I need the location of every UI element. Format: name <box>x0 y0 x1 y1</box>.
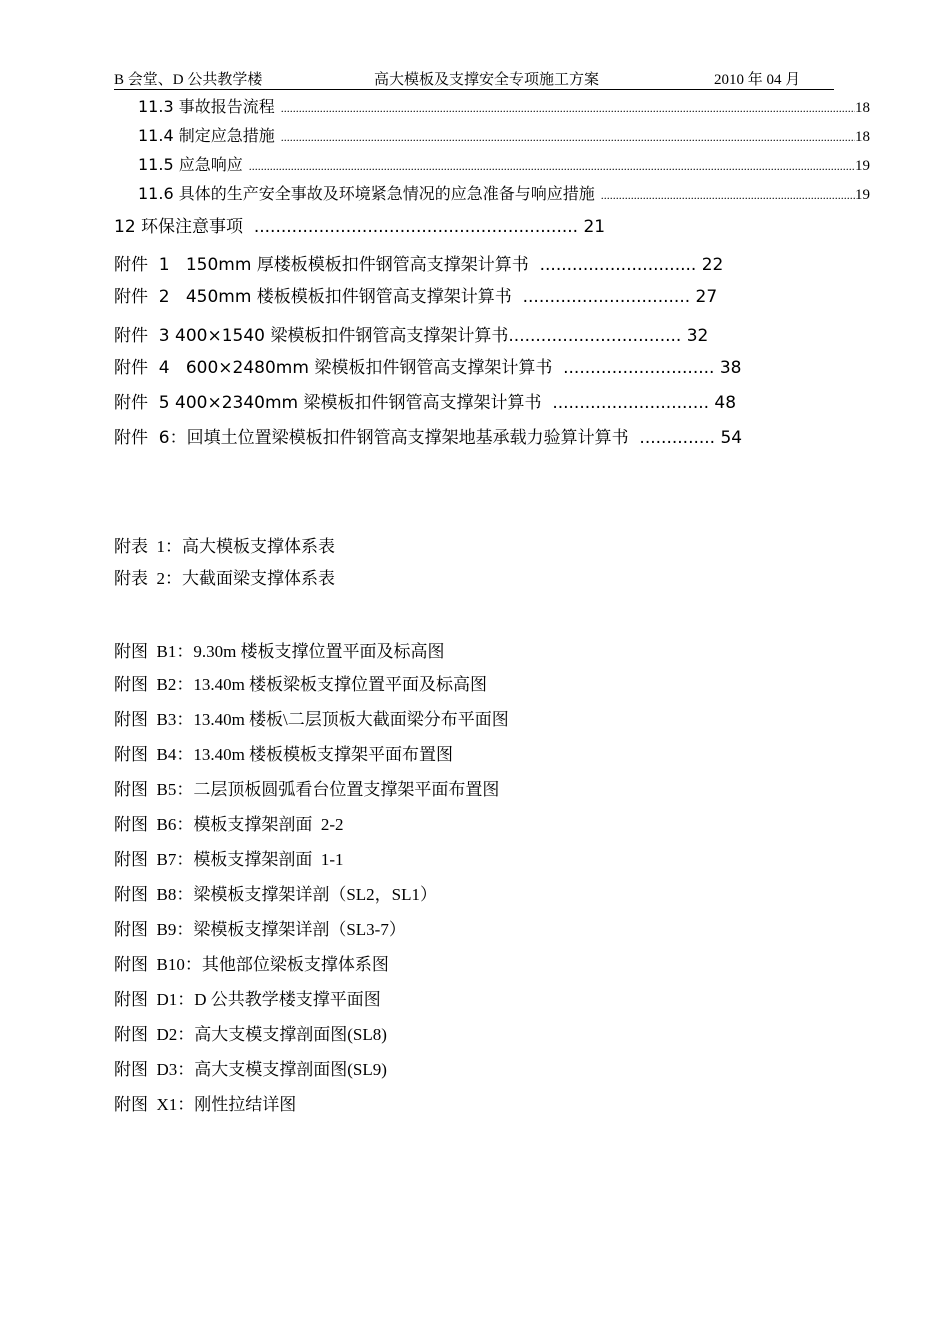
toc-entry-text: 附件 6：回填土位置梁模板扣件钢管高支撑架地基承载力验算计算书 .............. 54 <box>114 428 743 448</box>
toc-entry[interactable] <box>138 94 870 118</box>
header-project: B 会堂、D 公共教学楼 <box>114 72 263 88</box>
toc-dot-leader <box>249 159 855 174</box>
toc-entry-page: 18 <box>855 100 870 116</box>
appendix-figure-item: 附图 B1：9.30m 楼板支撑位置平面及标高图 <box>114 642 445 661</box>
toc-entry-text: 附件 5 400×2340mm 梁模板扣件钢管高支撑架计算书 ............................. 48 <box>114 393 737 413</box>
toc-entry-page: 18 <box>855 129 870 145</box>
appendix-figure-item: 附图 B8：梁模板支撑架详剖（SL2，SL1） <box>114 885 438 904</box>
toc-entry[interactable] <box>114 212 605 236</box>
appendix-figure-item: 附图 B5：二层顶板圆弧看台位置支撑架平面布置图 <box>114 780 500 799</box>
toc-entry-title: 11.3 事故报告流程 <box>138 97 275 116</box>
toc-entry[interactable] <box>114 388 736 412</box>
toc-entry-title: 11.6 具体的生产安全事故及环境紧急情况的应急准备与响应措施 <box>138 184 595 203</box>
appendix-table-item: 附表 1：高大模板支撑体系表 <box>114 537 335 556</box>
appendix-figure-item: 附图 X1：刚性拉结详图 <box>114 1095 297 1114</box>
header-document-title: 高大模板及支撑安全专项施工方案 <box>374 72 600 88</box>
appendix-figure-item: 附图 B2：13.40m 楼板梁板支撑位置平面及标高图 <box>114 675 488 694</box>
toc-entry[interactable] <box>114 321 708 345</box>
appendix-figure-item: 附图 B9：梁模板支撑架详剖（SL3-7） <box>114 920 406 939</box>
toc-entry[interactable] <box>138 181 870 205</box>
appendix-figure-item: 附图 B7：模板支撑架剖面 1-1 <box>114 850 344 869</box>
appendix-figure-item: 附图 B3：13.40m 楼板\二层顶板大截面梁分布平面图 <box>114 710 509 729</box>
toc-entry-text: 附件 3 400×1540 梁模板扣件钢管高支撑架计算书................................ 32 <box>114 326 709 346</box>
toc-entry-text: 12 环保注意事项 ............................................................ 21 <box>114 217 606 237</box>
toc-entry[interactable] <box>138 123 870 147</box>
toc-entry[interactable] <box>114 282 717 306</box>
appendix-figure-item: 附图 B10：其他部位梁板支撑体系图 <box>114 955 389 974</box>
toc-entry[interactable] <box>114 353 741 377</box>
page-header <box>114 66 834 88</box>
toc-dot-leader <box>601 188 855 203</box>
header-divider <box>114 89 834 90</box>
toc-entry[interactable] <box>138 152 870 176</box>
toc-entry-text: 附件 4 600×2480mm 梁模板扣件钢管高支撑架计算书 ............................ 38 <box>114 358 742 378</box>
appendix-figure-item: 附图 B4：13.40m 楼板模板支撑架平面布置图 <box>114 745 454 764</box>
toc-entry[interactable] <box>114 250 723 274</box>
toc-entry-title: 11.5 应急响应 <box>138 155 243 174</box>
toc-entry-text: 附件 1 150mm 厚楼板模板扣件钢管高支撑架计算书 ............................. 22 <box>114 255 724 275</box>
toc-entry-text: 附件 2 450mm 楼板模板扣件钢管高支撑架计算书 ............................... 27 <box>114 287 718 307</box>
toc-dot-leader <box>281 101 855 116</box>
toc-entry-page: 19 <box>855 158 870 174</box>
appendix-table-item: 附表 2：大截面梁支撑体系表 <box>114 569 335 588</box>
toc-entry-page: 19 <box>855 187 870 203</box>
appendix-figure-item: 附图 B6：模板支撑架剖面 2-2 <box>114 815 344 834</box>
toc-entry-title: 11.4 制定应急措施 <box>138 126 275 145</box>
toc-entry[interactable] <box>114 423 742 447</box>
toc-dot-leader <box>281 130 855 145</box>
appendix-figure-item: 附图 D2：高大支模支撑剖面图(SL8) <box>114 1025 387 1044</box>
appendix-figure-item: 附图 D3：高大支模支撑剖面图(SL9) <box>114 1060 387 1079</box>
header-date: 2010 年 04 月 <box>714 72 801 88</box>
appendix-figure-item: 附图 D1：D 公共教学楼支撑平面图 <box>114 990 381 1009</box>
